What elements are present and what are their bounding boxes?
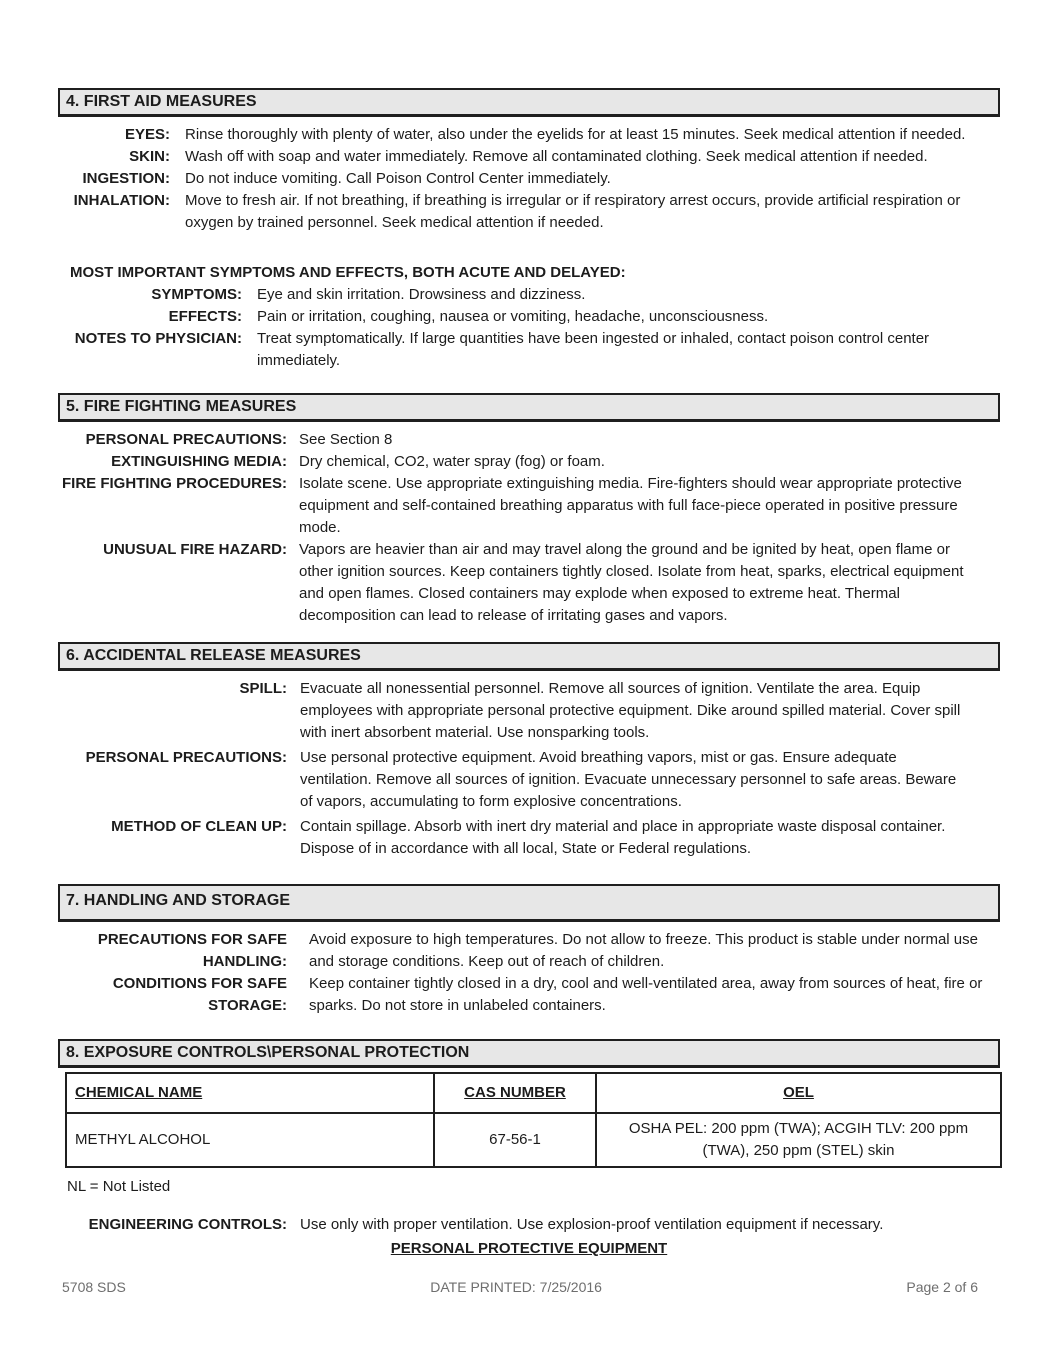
spill-row <box>58 678 1000 744</box>
first-aid-row-eyes <box>58 124 1000 146</box>
section-7-wrap <box>58 884 1000 1017</box>
section-4-first-aid-header: 4. FIRST AID MEASURES <box>58 88 1000 117</box>
row-value: Rinse thoroughly with plenty of water, also under the eyelids for at least 15 minutes. Seek medical attention if needed. <box>185 126 966 143</box>
first-aid-row-inhalation <box>58 190 1000 234</box>
table-header-row <box>66 1073 1001 1113</box>
extinguishing-media-row <box>58 451 1000 473</box>
engineering-controls-row <box>58 1214 1000 1236</box>
oel-column-header: OEL <box>596 1073 1001 1113</box>
method-of-clean-up-row <box>58 816 1000 860</box>
row-value: Keep container tightly closed in a dry, cool and well-ventilated area, away from sources of heat, fire or sparks. Do not store in unlabeled containers. <box>309 975 983 1014</box>
precautions-safe-handling-row <box>58 929 1000 973</box>
row-label: FIRE FIGHTING PROCEDURES: <box>61 475 287 492</box>
exposure-limits-table <box>65 1072 1002 1168</box>
row-label: ENGINEERING CONTROLS: <box>88 1216 287 1233</box>
symptoms-row <box>58 284 1000 306</box>
section-6-body <box>58 678 1000 860</box>
section-5-body <box>58 429 1000 627</box>
section-4-body <box>58 124 1000 234</box>
row-label: PRECAUTIONS FOR SAFE HANDLING: <box>97 931 287 970</box>
row-value: Use personal protective equipment. Avoid breathing vapors, mist or gas. Ensure adequate ventilation. Remove all sources of ignition. Evacuate unnecessary personnel to safe areas. Beware of vapors, accumulating to form explosive concentrations. <box>300 749 957 810</box>
cas-number-cell: 67-56-1 <box>434 1113 596 1167</box>
nl-not-listed-note: NL = Not Listed <box>67 1178 171 1195</box>
symptoms-block-heading: MOST IMPORTANT SYMPTOMS AND EFFECTS, BOTH ACUTE AND DELAYED: <box>70 264 626 281</box>
first-aid-row-ingestion <box>58 168 1000 190</box>
row-value: Use only with proper ventilation. Use explosion-proof ventilation equipment if necessary. <box>300 1216 884 1233</box>
row-label: SPILL: <box>239 680 287 697</box>
row-label: INHALATION: <box>73 192 170 209</box>
oel-cell: OSHA PEL: 200 ppm (TWA); ACGIH TLV: 200 ppm (TWA), 250 ppm (STEL) skin <box>596 1113 1001 1167</box>
row-value: See Section 8 <box>299 431 393 448</box>
effects-row <box>58 306 1000 328</box>
row-value: Pain or irritation, coughing, nausea or vomiting, headache, unconsciousness. <box>257 308 769 325</box>
section-8-exposure-controls-header: 8. EXPOSURE CONTROLS\PERSONAL PROTECTION <box>58 1039 1000 1068</box>
personal-precautions-row <box>58 747 1000 813</box>
section-8-wrap <box>58 1039 1000 1260</box>
row-value: Dry chemical, CO2, water spray (fog) or foam. <box>299 453 605 470</box>
row-label: EYES: <box>124 126 170 143</box>
footer-page-number: Page 2 of 6 <box>906 1279 978 1295</box>
row-value: Treat symptomatically. If large quantities have been ingested or inhaled, contact poison control center immediately. <box>257 330 930 369</box>
row-label: PERSONAL PRECAUTIONS: <box>85 749 287 766</box>
section-7-handling-storage-header: 7. HANDLING AND STORAGE <box>58 884 1000 922</box>
cas-number-column-header: CAS NUMBER <box>434 1073 596 1113</box>
row-label: SKIN: <box>129 148 170 165</box>
row-label: INGESTION: <box>82 170 170 187</box>
page-footer <box>62 1276 978 1298</box>
table-row <box>66 1113 1001 1167</box>
chemical-name-column-header: CHEMICAL NAME <box>66 1073 434 1113</box>
fire-fighting-procedures-row <box>58 473 1000 539</box>
personal-precautions-row <box>58 429 1000 451</box>
section-5-wrap <box>58 393 1000 627</box>
row-value: Do not induce vomiting. Call Poison Control Center immediately. <box>185 170 611 187</box>
chemical-name-cell: METHYL ALCOHOL <box>66 1113 434 1167</box>
row-label: PERSONAL PRECAUTIONS: <box>85 431 287 448</box>
footer-document-id: 5708 SDS <box>62 1279 126 1295</box>
row-label: CONDITIONS FOR SAFE STORAGE: <box>112 975 287 1014</box>
row-label: UNUSUAL FIRE HAZARD: <box>103 541 287 558</box>
section-5-fire-fighting-header: 5. FIRE FIGHTING MEASURES <box>58 393 1000 422</box>
row-label: EFFECTS: <box>168 308 242 325</box>
engineering-controls-block <box>58 1214 1000 1260</box>
section-6-accidental-release-header: 6. ACCIDENTAL RELEASE MEASURES <box>58 642 1000 671</box>
section-7-body <box>58 929 1000 1017</box>
section-6-wrap <box>58 642 1000 860</box>
row-value: Evacuate all nonessential personnel. Remove all sources of ignition. Ventilate the area. Equip employees with appropriate personal protective equipment. Dike around spilled material. Cover spill with inert absorbent material. Use nonsparking tools. <box>300 680 961 741</box>
page-content <box>58 88 1000 1260</box>
row-value: Move to fresh air. If not breathing, if breathing is irregular or if respiratory arrest occurs, provide artificial respiration or oxygen by trained personnel. Seek medical attention if needed. <box>185 192 961 231</box>
row-label: EXTINGUISHING MEDIA: <box>111 453 287 470</box>
row-label: NOTES TO PHYSICIAN: <box>74 330 242 347</box>
row-value: Eye and skin irritation. Drowsiness and dizziness. <box>257 286 586 303</box>
row-value: Wash off with soap and water immediately. Remove all contaminated clothing. Seek medical attention if needed. <box>185 148 928 165</box>
symptoms-effects-block <box>58 262 1000 372</box>
row-value: Vapors are heavier than air and may travel along the ground and be ignited by heat, open flame or other ignition sources. Keep containers tightly closed. Isolate from heat, sparks, electrical equipment and open flames. Closed containers may explode when exposed to extreme heat. Thermal decomposition can lead to release of irritating gases and vapors. <box>299 541 964 624</box>
row-value: Avoid exposure to high temperatures. Do not allow to freeze. This product is stable under normal use and storage conditions. Keep out of reach of children. <box>309 931 978 970</box>
row-value: Contain spillage. Absorb with inert dry material and place in appropriate waste disposal container. Dispose of in accordance with all local, State or Federal regulations. <box>300 818 946 857</box>
notes-to-physician-row <box>58 328 1000 372</box>
row-value: Isolate scene. Use appropriate extinguishing media. Fire-fighters should wear appropriate protective equipment and self-contained breathing apparatus with full face-piece operated in positive pressure mode. <box>299 475 962 536</box>
conditions-safe-storage-row <box>58 973 1000 1017</box>
unusual-fire-hazard-row <box>58 539 1000 627</box>
first-aid-row-skin <box>58 146 1000 168</box>
row-label: SYMPTOMS: <box>151 286 242 303</box>
personal-protective-equipment-heading: PERSONAL PROTECTIVE EQUIPMENT <box>390 1240 668 1257</box>
footer-date-printed: DATE PRINTED: 7/25/2016 <box>430 1279 602 1295</box>
row-label: METHOD OF CLEAN UP: <box>111 818 287 835</box>
